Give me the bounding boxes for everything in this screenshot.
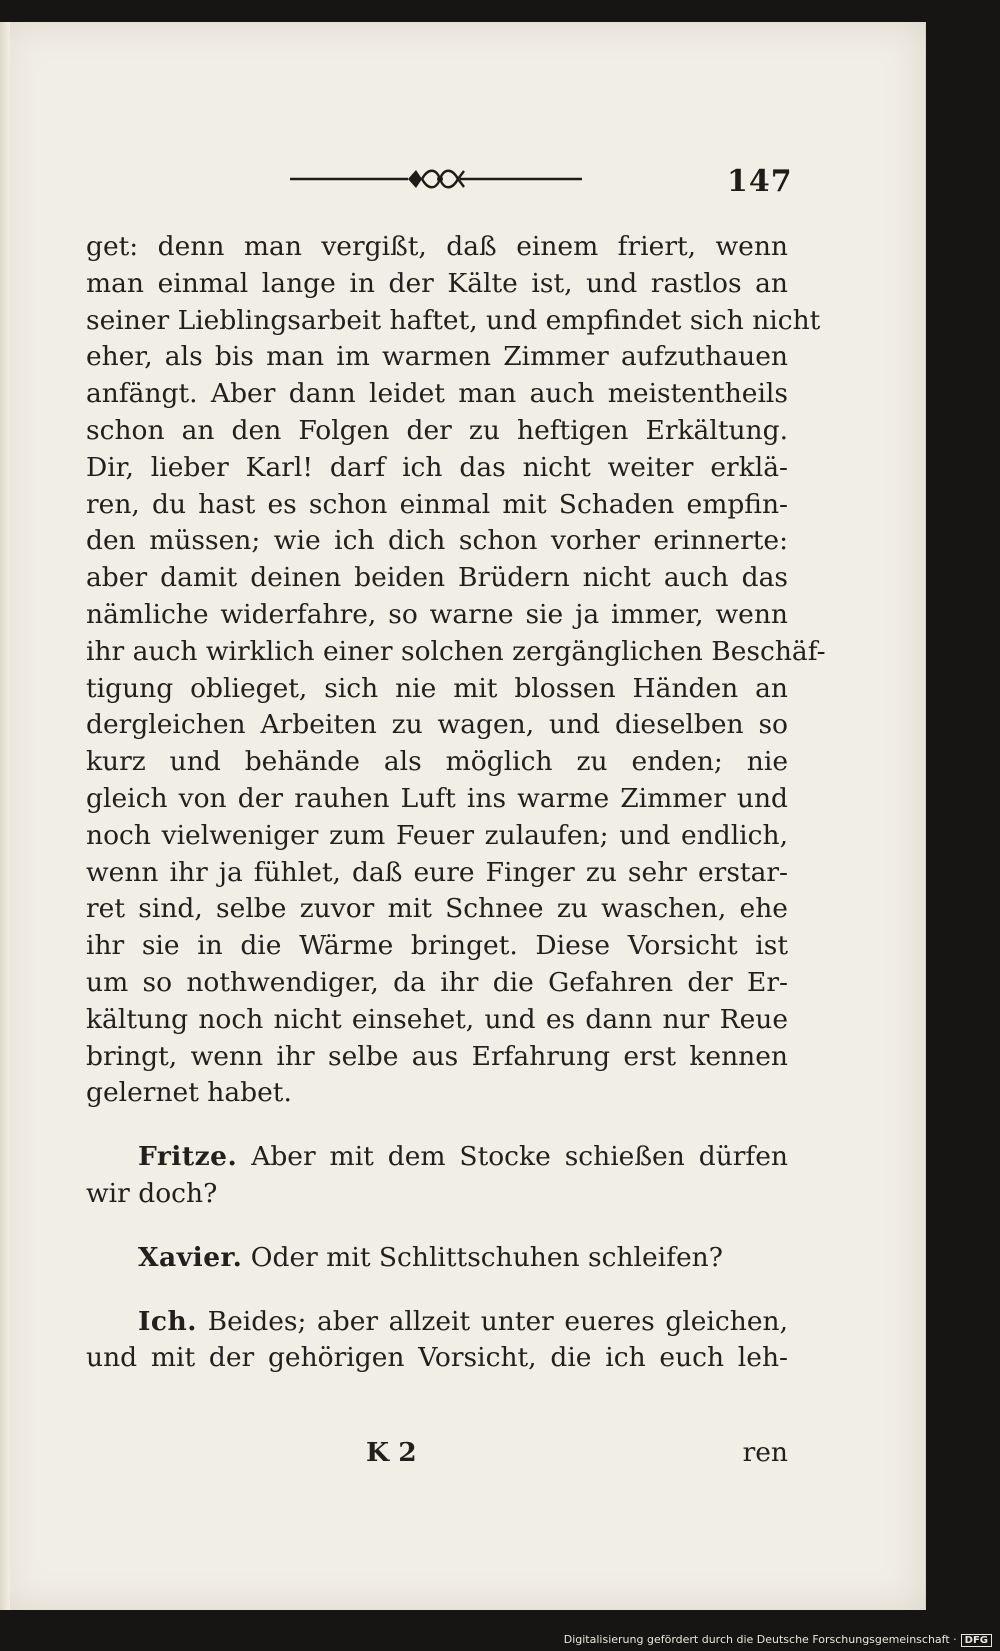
text-line: ren, du hast es schon einmal mit Schaden empfin- [86,488,788,520]
text-line: tigung oblieget, sich nie mit blossen Händen an [86,672,788,704]
page-header [290,160,793,200]
text-line: Dir, lieber Karl! darf ich das nicht weiter erklä- [86,451,788,483]
text-line: eher, als bis man im warmen Zimmer aufzuthauen [86,341,788,373]
page-edge [0,22,10,1610]
text-line: ret sind, selbe zuvor mit Schnee zu waschen, ehe [86,893,788,925]
dialogue-ich [86,1304,788,1378]
speech-text: Beides; aber allzeit unter eueres gleichen, [207,1305,788,1337]
text-line: gelernet habet. [86,1077,292,1109]
dialogue-line: wir doch? [86,1177,218,1209]
text-line: gleich von der rauhen Luft ins warme Zimmer und [86,782,788,814]
text-line: noch vielweniger zum Feuer zulaufen; und endlich, [86,819,788,851]
catchword: ren [742,1437,788,1468]
speaker-name: Xavier. [138,1241,243,1273]
speech-text: Oder mit Schlittschuhen schleifen? [250,1241,723,1273]
dialogue-fritze [86,1139,788,1213]
dialogue-line [86,1139,788,1176]
speaker-name: Fritze. [138,1141,238,1173]
page-footer [86,1437,788,1477]
text-line: nämliche widerfahre, so warne sie ja immer, wenn [86,598,788,630]
book-page [0,22,926,1610]
dfg-logo: DFG [961,1634,992,1647]
funding-text: Digitalisierung gefördert durch die Deutsche Forschungsgemeinschaft · [563,1633,957,1646]
text-line: kältung noch nicht einsehet, und es dann nur Reue [86,1003,788,1035]
text-line: bringt, wenn ihr selbe aus Erfahrung erst kennen [86,1040,788,1072]
signature-mark: K 2 [366,1437,417,1468]
funding-note [564,1633,992,1647]
text-line: ihr auch wirklich einer solchen zergänglichen Beschäf- [86,635,826,667]
dialogue-line [86,1304,788,1341]
text-line: aber damit deinen beiden Brüdern nicht auch das [86,562,788,594]
text-line: um so nothwendiger, da ihr die Gefahren der Er- [86,966,788,998]
dialogue-line [86,1240,788,1277]
text-line: anfängt. Aber dann leidet man auch meistentheils [86,378,788,410]
header-ornament-icon [290,160,600,200]
speech-text: Aber mit dem Stocke schießen dürfen [251,1141,788,1173]
text-line: ihr sie in die Wärme bringet. Diese Vorsicht ist [86,930,788,962]
text-line: seiner Lieblingsarbeit haftet, und empfindet sich nicht [86,304,821,336]
text-line: schon an den Folgen der zu heftigen Erkältung. [86,414,788,446]
text-line: den müssen; wie ich dich schon vorher erinnerte: [86,525,788,557]
text-line: wenn ihr ja fühlet, daß eure Finger zu sehr erstar- [86,856,788,888]
main-text [86,229,826,1377]
dialogue-xavier [86,1240,788,1277]
dialogue-line: und mit der gehörigen Vorsicht, die ich euch leh- [86,1342,788,1374]
speaker-name: Ich. [138,1305,198,1337]
text-line: dergleichen Arbeiten zu wagen, und dieselben so [86,709,788,741]
paragraph-body [86,229,826,1112]
text-line: get: denn man vergißt, daß einem friert, wenn [86,231,788,262]
text-line: kurz und behände als möglich zu enden; nie [86,746,788,778]
page-number: 147 [727,164,793,199]
text-line: man einmal lange in der Kälte ist, und rastlos an [86,267,788,299]
